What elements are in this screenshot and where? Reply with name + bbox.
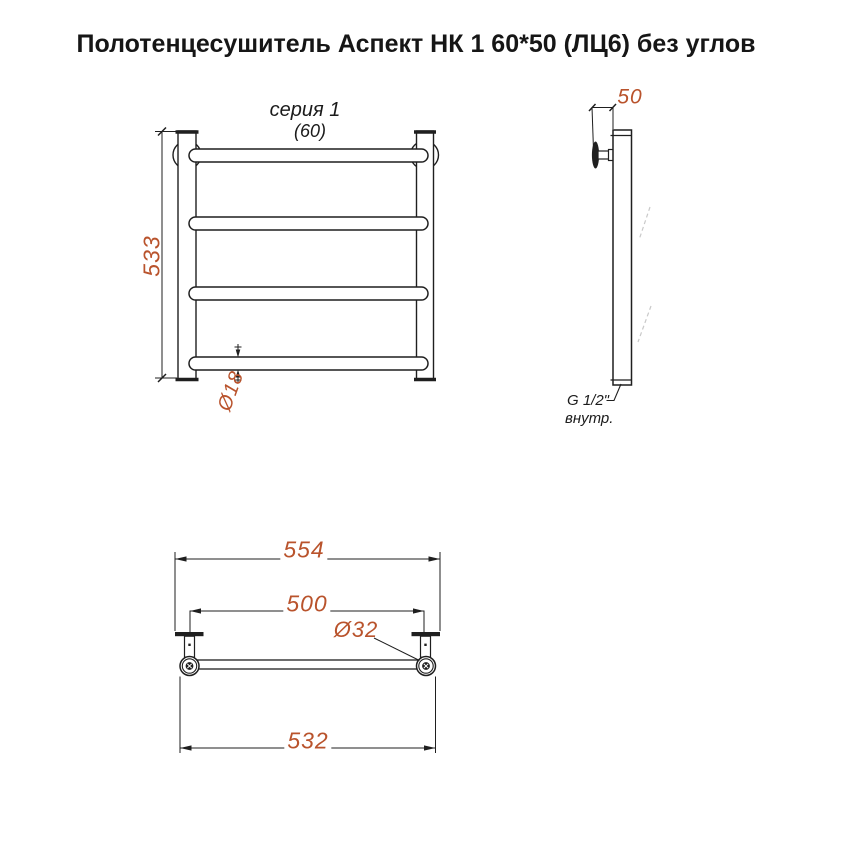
front-series-label: серия 1 — [269, 99, 341, 121]
side-thread-type: внутр. — [565, 410, 614, 427]
towel-bar — [189, 287, 428, 300]
towel-bar — [189, 357, 428, 370]
plan-right-wall-plate — [412, 632, 441, 636]
collar-diameter-leader-line — [374, 638, 420, 661]
plan-collar-diameter-dimension: Ø32 — [333, 617, 379, 642]
side-view-drawing — [589, 104, 651, 401]
front-view-drawing — [155, 128, 439, 384]
drawing-title: Полотенцесушитель Аспект НК 1 60*50 (ЛЦ6) без углов — [76, 30, 756, 58]
side-bracket-stem — [598, 151, 609, 159]
front-height-dimension: 533 — [138, 235, 165, 277]
front-left-rail — [178, 131, 196, 380]
front-right-rail — [417, 131, 434, 380]
plan-right-collar — [417, 657, 436, 676]
plan-left-stem — [185, 636, 195, 657]
plan-right-stem — [421, 636, 431, 657]
side-thread-spec: G 1/2" — [567, 392, 610, 409]
plan-body-width-dimension: 532 — [284, 730, 331, 753]
front-size-label: (60) — [293, 121, 327, 141]
side-depth-dimension-lines — [589, 104, 616, 150]
plan-mount-span-dimension: 500 — [283, 593, 330, 616]
plan-top-bar — [195, 660, 420, 669]
side-depth-dimension: 50 — [617, 85, 643, 109]
towel-bar — [189, 149, 428, 162]
side-collector-tube — [613, 130, 632, 385]
plan-view-drawing — [175, 552, 440, 753]
plan-left-collar — [180, 657, 199, 676]
front-bar-diameter-dimension: Ø18 — [213, 368, 249, 414]
towel-bar — [189, 217, 428, 230]
plan-overall-width-dimension: 554 — [280, 539, 327, 562]
plan-left-wall-plate — [175, 632, 204, 636]
